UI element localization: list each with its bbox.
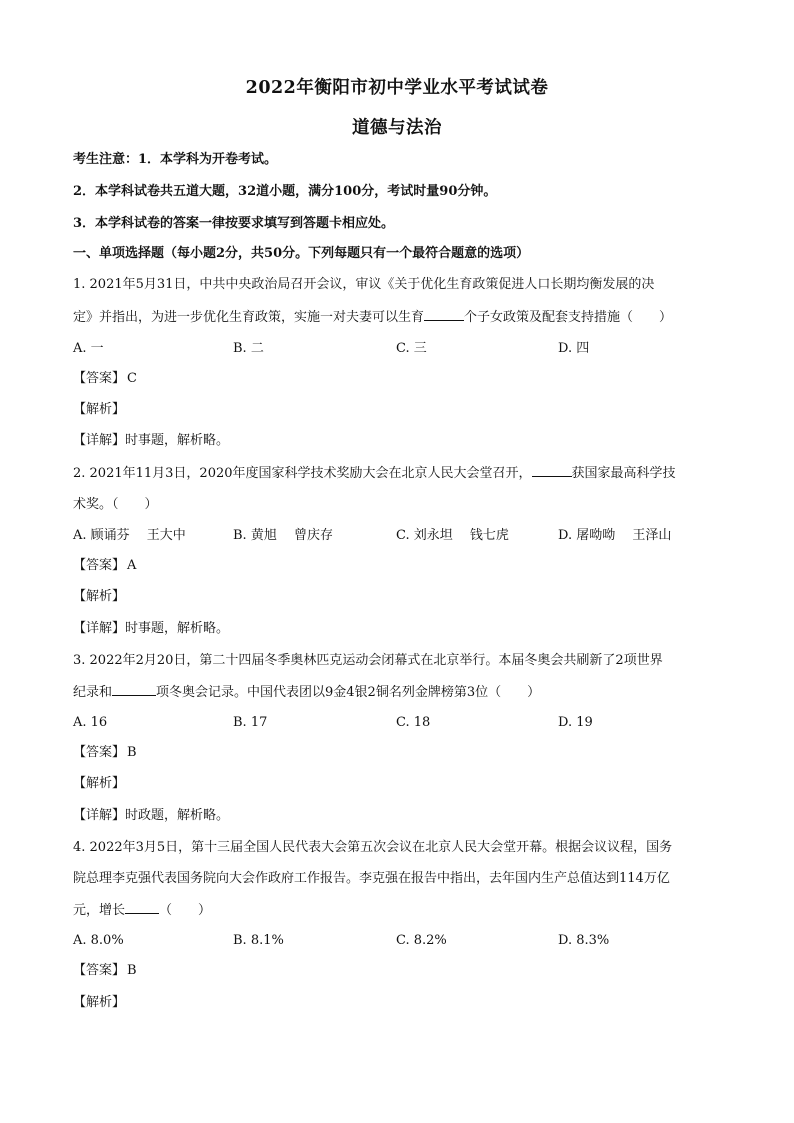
q3-stem-part-b: 项冬奥会记录。中国代表团以9金4银2铜名列金牌榜第3位（ ）	[156, 685, 541, 700]
q2-option-b: B. 黄旭 曾庆存	[233, 528, 333, 543]
q4-option-b: B. 8.1%	[233, 933, 284, 948]
q1-detail-tag: 【详解】	[73, 433, 126, 448]
q4-stem-line-2: 院总理李克强代表国务院向大会作政府工作报告。李克强在报告中指出，去年国内生产总值达到114万亿	[73, 871, 670, 886]
q2-detail-text: 时事题，解析略。	[125, 621, 230, 636]
q2-option-c: C. 刘永坦 钱七虎	[396, 528, 509, 543]
q4-answer-tag: 【答案】	[73, 963, 126, 978]
q1-option-d: D. 四	[558, 341, 590, 356]
q2-option-a: A. 顾诵芬 王大中	[73, 528, 186, 543]
q1-answer	[73, 371, 723, 387]
q3-answer	[73, 745, 723, 761]
notice-line-2: 2．本学科试卷共五道大题，32道小题，满分100分，考试时量90分钟。	[73, 184, 497, 199]
q1-blank	[424, 309, 464, 321]
q1-stem-part-a: 定》并指出，为进一步优化生育政策，实施一对夫妻可以生育	[73, 310, 425, 325]
q4-stem-part-b: （ ）	[159, 903, 212, 918]
q3-option-d: D. 19	[558, 715, 593, 730]
q3-option-a: A. 16	[73, 715, 108, 730]
q2-stem-part-b: 获国家最高科学技	[571, 466, 676, 481]
q2-answer-value: A	[127, 558, 137, 573]
q2-analysis-tag: 【解析】	[73, 589, 126, 604]
q1-stem-line-2	[73, 309, 723, 326]
q1-option-c: C. 三	[396, 341, 427, 356]
q1-detail	[73, 433, 723, 449]
q3-blank	[112, 684, 156, 696]
q2-stem-line-2: 术奖。（ ）	[73, 497, 158, 512]
q3-option-b: B. 17	[233, 715, 268, 730]
q2-option-d: D. 屠呦呦 王泽山	[558, 528, 672, 543]
q4-stem-line-1: 4. 2022年3月5日，第十三届全国人民代表大会第五次会议在北京人民大会堂开幕。根据会议议程，国务	[73, 840, 673, 855]
q4-answer-value: B	[127, 963, 137, 978]
q3-answer-tag: 【答案】	[73, 745, 126, 760]
q3-answer-value: B	[127, 745, 137, 760]
q4-blank	[125, 902, 159, 914]
q3-stem-line-1: 3. 2022年2月20日，第二十四届冬季奥林匹克运动会闭幕式在北京举行。本届冬奥会共刷新了2项世界	[73, 653, 663, 668]
q1-option-a: A. 一	[73, 341, 104, 356]
q2-blank	[532, 465, 572, 477]
q3-stem-line-2	[73, 684, 723, 701]
q3-detail-tag: 【详解】	[73, 808, 126, 823]
q4-option-c: C. 8.2%	[396, 933, 447, 948]
q2-answer-tag: 【答案】	[73, 558, 126, 573]
q1-analysis-tag: 【解析】	[73, 402, 126, 417]
section-heading: 一、单项选择题（每小题2分，共50分。下列每题只有一个最符合题意的选项）	[73, 246, 530, 261]
q2-detail	[73, 621, 723, 637]
q3-analysis-tag: 【解析】	[73, 776, 126, 791]
q4-stem-line-3	[73, 902, 723, 919]
q1-detail-text: 时事题，解析略。	[125, 433, 230, 448]
q1-answer-tag: 【答案】	[73, 371, 126, 386]
exam-title: 2022年衡阳市初中学业水平考试试卷	[245, 78, 549, 98]
q3-detail-text: 时政题，解析略。	[125, 808, 230, 823]
q4-analysis-tag: 【解析】	[73, 995, 126, 1010]
q4-answer	[73, 963, 723, 979]
q1-answer-value: C	[127, 371, 137, 386]
q3-option-c: C. 18	[396, 715, 431, 730]
q2-stem-line-1	[73, 465, 723, 482]
q3-stem-part-a: 纪录和	[73, 685, 113, 700]
q1-option-b: B. 二	[233, 341, 264, 356]
q3-detail	[73, 808, 723, 824]
q1-stem-line-1: 1. 2021年5月31日，中共中央政治局召开会议，审议《关于优化生育政策促进人口长期均衡发展的决	[73, 277, 655, 292]
q2-answer	[73, 558, 723, 574]
notice-line-1: 考生注意：1．本学科为开卷考试。	[73, 152, 278, 167]
q2-detail-tag: 【详解】	[73, 621, 126, 636]
q4-stem-part-a: 元，增长	[73, 903, 126, 918]
q4-option-a: A. 8.0%	[73, 933, 124, 948]
notice-line-3: 3．本学科试卷的答案一律按要求填写到答题卡相应处。	[73, 216, 395, 231]
subject-title: 道德与法治	[352, 118, 442, 138]
q1-stem-part-b: 个子女政策及配套支持措施（ ）	[464, 310, 673, 325]
q4-option-d: D. 8.3%	[558, 933, 610, 948]
q2-stem-part-a: 2. 2021年11月3日，2020年度国家科学技术奖励大会在北京人民大会堂召开，	[73, 466, 532, 481]
